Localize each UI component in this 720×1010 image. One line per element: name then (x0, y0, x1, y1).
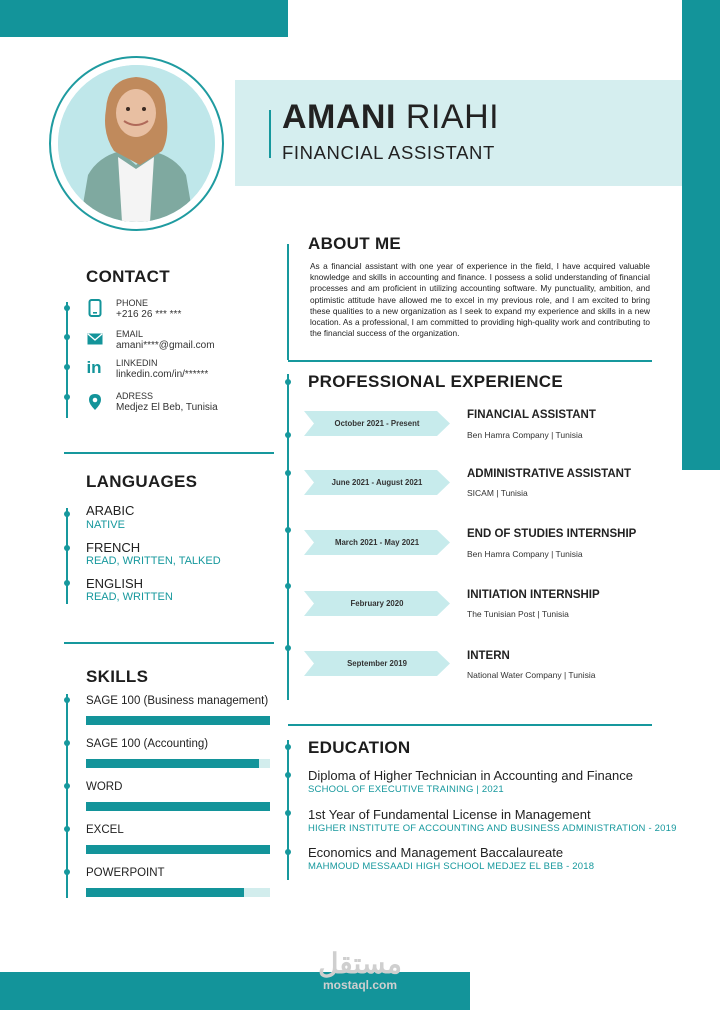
skill-bar-fill (86, 759, 259, 768)
email-label: EMAIL (116, 329, 144, 339)
linkedin-value[interactable]: linkedin.com/in/****** (116, 369, 209, 380)
skill-name: SAGE 100 (Accounting) (86, 738, 209, 750)
experience-role: ADMINISTRATIVE ASSISTANT (467, 468, 631, 480)
timeline-dot (285, 744, 291, 750)
timeline-dot (64, 364, 70, 370)
timeline-dot (285, 527, 291, 533)
timeline-dot (285, 849, 291, 855)
education-degree: Economics and Management Baccalaureate (308, 845, 564, 860)
skill-name: SAGE 100 (Business management) (86, 695, 269, 707)
timeline-dot (285, 810, 291, 816)
phone-icon (87, 299, 103, 315)
skill-bar-fill (86, 716, 270, 725)
about-timeline (287, 244, 289, 360)
linkedin-label: LINKEDIN (116, 358, 158, 368)
email-value[interactable]: amani****@gmail.com (116, 340, 215, 351)
full-name (282, 98, 499, 137)
email-icon (87, 332, 103, 348)
last-name: RIAHI (405, 98, 500, 136)
experience-company: Ben Hamra Company | Tunisia (467, 430, 583, 440)
timeline-dot (64, 545, 70, 551)
timeline-dot (64, 580, 70, 586)
experience-date: March 2021 - May 2021 (334, 538, 420, 547)
timeline-dot (64, 334, 70, 340)
skill-bar (86, 845, 270, 854)
skills-timeline (66, 694, 68, 898)
timeline-dot (64, 511, 70, 517)
timeline-dot (64, 697, 70, 703)
timeline-dot (285, 379, 291, 385)
experience-role: INITIATION INTERNSHIP (467, 589, 600, 601)
languages-timeline (66, 508, 68, 604)
timeline-dot (285, 583, 291, 589)
language-name: ENGLISH (86, 576, 144, 591)
experience-company: Ben Hamra Company | Tunisia (467, 549, 583, 559)
education-school: SCHOOL OF EXECUTIVE TRAINING | 2021 (308, 784, 504, 795)
address-value: Medjez El Beb, Tunisia (116, 402, 218, 413)
language-level: READ, WRITTEN (86, 591, 173, 603)
timeline-dot (64, 783, 70, 789)
about-title: ABOUT ME (308, 234, 402, 253)
timeline-dot (285, 645, 291, 651)
skill-bar (86, 802, 270, 811)
language-name: FRENCH (86, 540, 141, 555)
experience-timeline (287, 374, 289, 700)
skill-bar (86, 759, 270, 768)
phone-value[interactable]: +216 26 *** *** (116, 309, 182, 320)
location-icon (87, 393, 103, 409)
experience-title: PROFESSIONAL EXPERIENCE (308, 372, 564, 391)
experience-role: END OF STUDIES INTERNSHIP (467, 528, 637, 540)
skill-bar (86, 716, 270, 725)
watermark-latin: mostaql.com (322, 978, 397, 992)
person-illustration (58, 65, 215, 222)
experience-date: September 2019 (347, 659, 407, 668)
timeline-dot (285, 470, 291, 476)
language-level: READ, WRITTEN, TALKED (86, 555, 221, 567)
section-divider (64, 642, 274, 644)
name-divider (269, 110, 271, 158)
timeline-dot (64, 826, 70, 832)
skill-bar-fill (86, 802, 270, 811)
skill-name: WORD (86, 781, 123, 793)
experience-company: National Water Company | Tunisia (467, 670, 596, 680)
education-school: MAHMOUD MESSAADI HIGH SCHOOL MEDJEZ EL BEB - 2018 (308, 861, 595, 872)
phone-label: PHONE (116, 298, 149, 308)
experience-role: INTERN (467, 650, 510, 662)
about-text: As a financial assistant with one year of experience in the field, I have acquired valuable knowledge and skills in accounting and finance. I possess a solid understanding of financial processes and am proficient in utilizing accounting software. My punctuality, ambition, and optimistic attitude have allowed me to excel in my previous role, and I am excited to bring these qualities to a new organization as I seek to expand my experience and skills in a new location. As a professional, I am committed to providing high-quality work and contributing to the financial success of the organization. (310, 261, 650, 339)
contact-timeline (66, 302, 68, 418)
experience-company: SICAM | Tunisia (467, 488, 528, 498)
experience-role: FINANCIAL ASSISTANT (467, 409, 596, 421)
profile-photo (58, 65, 215, 222)
timeline-dot (64, 869, 70, 875)
experience-date: February 2020 (350, 599, 404, 608)
timeline-dot (285, 772, 291, 778)
education-degree: Diploma of Higher Technician in Accounting and Finance (308, 768, 633, 783)
contact-title: CONTACT (86, 267, 170, 286)
skill-name: POWERPOINT (86, 867, 165, 879)
section-divider (288, 724, 652, 726)
skill-bar (86, 888, 270, 897)
job-title: FINANCIAL ASSISTANT (282, 142, 495, 163)
timeline-dot (285, 432, 291, 438)
top-accent-bar (0, 0, 288, 37)
language-level: NATIVE (86, 519, 125, 531)
skill-bar-fill (86, 888, 244, 897)
address-label: ADRESS (116, 391, 154, 401)
skills-title: SKILLS (86, 667, 149, 686)
watermark-arabic: مستقل (318, 948, 402, 979)
timeline-dot (64, 394, 70, 400)
experience-date: October 2021 - Present (334, 419, 420, 428)
education-degree: 1st Year of Fundamental License in Management (308, 807, 591, 822)
section-divider (288, 360, 652, 362)
languages-title: LANGUAGES (86, 472, 198, 491)
first-name: AMANI (282, 98, 396, 136)
section-divider (64, 452, 274, 454)
timeline-dot (64, 740, 70, 746)
right-accent-bar (682, 0, 720, 470)
language-name: ARABIC (86, 503, 135, 518)
education-school: HIGHER INSTITUTE OF ACCOUNTING AND BUSINESS ADMINISTRATION - 2019 (308, 823, 677, 834)
experience-company: The Tunisian Post | Tunisia (467, 609, 569, 619)
linkedin-icon: in (86, 358, 102, 377)
skill-name: EXCEL (86, 824, 124, 836)
watermark (290, 950, 430, 992)
skill-bar-fill (86, 845, 270, 854)
timeline-dot (64, 305, 70, 311)
experience-date: June 2021 - August 2021 (331, 478, 423, 487)
education-title: EDUCATION (308, 738, 411, 757)
